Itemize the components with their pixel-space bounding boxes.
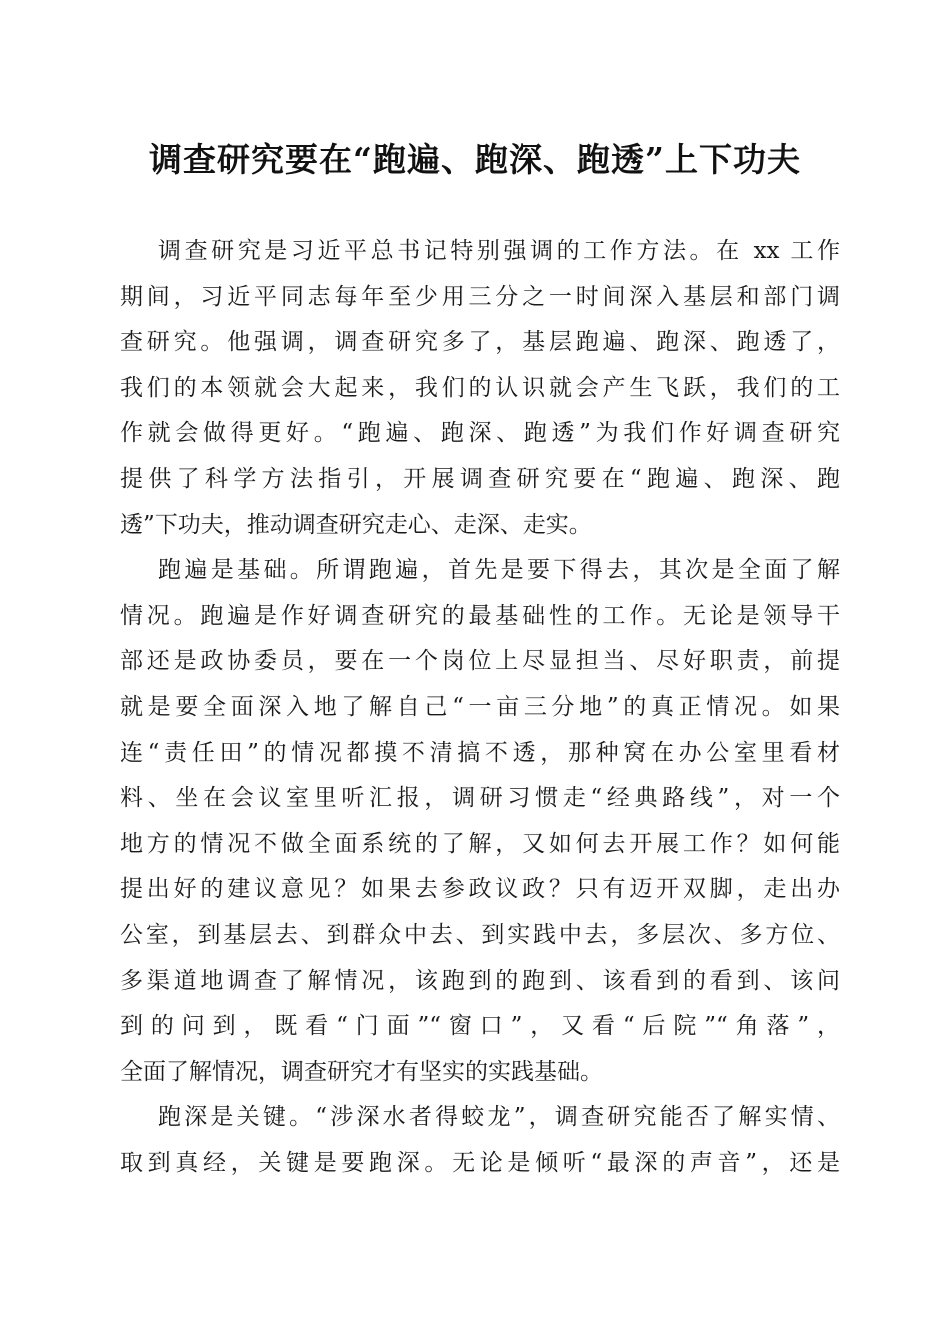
- text-line: 作就会做得更好。“跑遍、跑深、跑透”为我们作好调查研究: [120, 420, 840, 447]
- text-line: 查研究。他强调，调查研究多了，基层跑遍、跑深、跑透了，: [120, 329, 840, 356]
- text-line: 透”下功夫，推动调查研究走心、走深、走实。: [120, 511, 592, 538]
- text-line: 期间，习近平同志每年至少用三分之一时间深入基层和部门调: [120, 283, 840, 310]
- text-line: 到的问到，既看“门面”“窗口”，又看“后院”“角落”，: [120, 1013, 840, 1040]
- text-line: 提供了科学方法指引，开展调查研究要在“跑遍、跑深、跑: [120, 465, 840, 492]
- paragraph-1: [120, 229, 840, 548]
- text-line: 跑深是关键。“涉深水者得蛟龙”，调查研究能否了解实情、: [158, 1104, 840, 1131]
- text-line: 连“责任田”的情况都摸不清搞不透，那种窝在办公室里看材: [120, 739, 840, 766]
- text-line: 多渠道地调查了解情况，该跑到的跑到、该看到的看到、该问: [120, 967, 840, 994]
- text-line: 公室，到基层去、到群众中去、到实践中去，多层次、多方位、: [120, 921, 840, 948]
- text-line: 地方的情况不做全面系统的了解，又如何去开展工作？如何能: [120, 830, 840, 857]
- text-line: 就是要全面深入地了解自己“一亩三分地”的真正情况。如果: [120, 693, 840, 720]
- document-body: [120, 229, 840, 1186]
- text-line: 取到真经，关键是要跑深。无论是倾听“最深的声音”，还是: [120, 1149, 840, 1176]
- text-line: 全面了解情况，调查研究才有坚实的实践基础。: [120, 1058, 603, 1085]
- text-line: 调查研究是习近平总书记特别强调的工作方法。在 xx 工作: [158, 238, 840, 264]
- document-title: 调查研究要在“跑遍、跑深、跑透”上下功夫: [149, 140, 801, 179]
- text-line: 部还是政协委员，要在一个岗位上尽显担当、尽好职责，前提: [120, 648, 840, 675]
- text-line: 情况。跑遍是作好调查研究的最基础性的工作。无论是领导干: [120, 602, 840, 629]
- paragraph-2: [120, 548, 840, 1095]
- text-line: 提出好的建议意见？如果去参政议政？只有迈开双脚，走出办: [120, 876, 840, 903]
- paragraph-3: [120, 1095, 840, 1186]
- text-line: 跑遍是基础。所谓跑遍，首先是要下得去，其次是全面了解: [158, 557, 840, 584]
- text-line: 我们的本领就会大起来，我们的认识就会产生飞跃，我们的工: [120, 374, 840, 401]
- text-line: 料、坐在会议室里听汇报，调研习惯走“经典路线”，对一个: [120, 785, 840, 812]
